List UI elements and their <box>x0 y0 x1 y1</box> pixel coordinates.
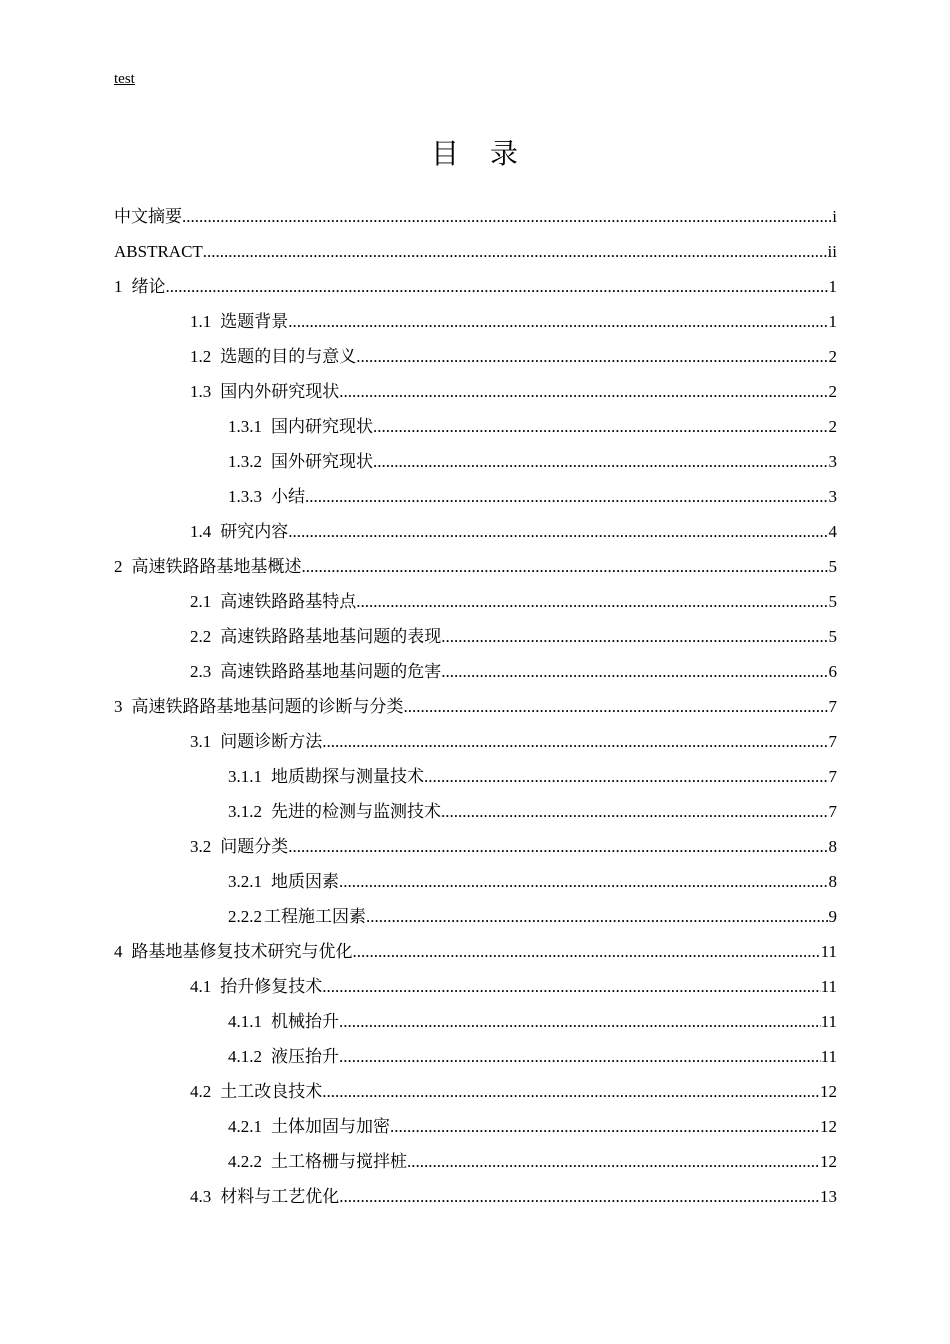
toc-entry-title: 选题的目的与意义 <box>220 347 357 366</box>
toc-entry-number: 1.3 <box>190 382 212 401</box>
toc-entry[interactable] <box>114 444 837 479</box>
toc-entry-title: 国内研究现状 <box>271 417 373 436</box>
toc-entry-title: 材料与工艺优化 <box>220 1187 340 1206</box>
toc-entry[interactable] <box>114 1039 837 1074</box>
toc-entry-number: 4.2.1 <box>228 1117 262 1136</box>
toc-dot-leader <box>339 864 829 899</box>
toc-entry-page-number: 2 <box>828 347 837 366</box>
toc-entry[interactable] <box>114 934 837 969</box>
toc-entry-page-number: 7 <box>828 767 837 786</box>
toc-entry-title: 国外研究现状 <box>271 452 373 471</box>
toc-entry-title: 高速铁路路基地基问题的表现 <box>220 627 442 646</box>
toc-entry-page-number: 11 <box>820 1047 837 1066</box>
toc-entry[interactable] <box>114 829 837 864</box>
toc-entry-label <box>114 549 302 584</box>
toc-entry-number: 1.3.3 <box>228 487 262 506</box>
toc-entry-label <box>228 409 373 444</box>
toc-entry-title: 问题诊断方法 <box>220 732 323 751</box>
toc-entry-label <box>114 934 353 969</box>
toc-entry-title: 高速铁路路基地基概述 <box>131 557 302 576</box>
toc-entry-label <box>190 654 441 689</box>
toc-entry-number: 3.2 <box>190 837 212 856</box>
toc-title <box>0 136 950 172</box>
toc-entry-title: 液压抬升 <box>271 1047 339 1066</box>
toc-dot-leader <box>288 514 828 549</box>
toc-entry-number: 3 <box>114 697 123 716</box>
toc-entry-page-number: ii <box>827 242 837 261</box>
toc-entry-title: 机械抬升 <box>271 1012 339 1031</box>
toc-entry[interactable] <box>114 759 837 794</box>
toc-entry[interactable] <box>114 304 837 339</box>
toc-dot-leader <box>366 899 829 934</box>
toc-entry-label <box>114 234 203 269</box>
toc-entry-page-number: 12 <box>820 1152 837 1171</box>
toc-entry-title: 国内外研究现状 <box>220 382 340 401</box>
toc-entry-label <box>228 1144 407 1179</box>
toc-entry-number: 1.3.2 <box>228 452 262 471</box>
toc-entry-label <box>228 864 339 899</box>
toc-dot-leader <box>390 1109 820 1144</box>
page-header-text: test <box>114 71 135 87</box>
toc-entry-title: 高速铁路路基特点 <box>220 592 357 611</box>
toc-dot-leader <box>302 549 829 584</box>
toc-entry-label <box>190 724 322 759</box>
toc-entry-number: 3.1.1 <box>228 767 262 786</box>
toc-entry[interactable] <box>114 794 837 829</box>
toc-entry-label <box>114 689 404 724</box>
toc-entry-page-number: 8 <box>828 872 837 891</box>
toc-entry[interactable] <box>114 899 837 934</box>
toc-entry-title: 土体加固与加密 <box>271 1117 390 1136</box>
toc-entry-page-number: 5 <box>828 557 837 576</box>
toc-entry-page-number: 3 <box>828 487 837 506</box>
toc-dot-leader <box>305 479 829 514</box>
toc-dot-leader <box>353 934 821 969</box>
toc-entry-title: 中文摘要 <box>114 207 182 226</box>
toc-dot-leader <box>441 654 828 689</box>
toc-entry-label <box>228 1039 339 1074</box>
toc-dot-leader <box>288 304 828 339</box>
toc-dot-leader <box>288 829 828 864</box>
toc-entry-title: 绪论 <box>131 277 166 296</box>
toc-dot-leader <box>407 1144 820 1179</box>
toc-entry-title: 研究内容 <box>220 522 289 541</box>
toc-entry-label <box>190 584 356 619</box>
toc-entry-label <box>228 794 441 829</box>
toc-entry[interactable] <box>114 374 837 409</box>
toc-entry-title: ABSTRACT <box>114 242 203 261</box>
toc-entry-page-number: 3 <box>828 452 837 471</box>
toc-entry-label <box>190 619 441 654</box>
toc-entry-page-number: 7 <box>828 732 837 751</box>
toc-entry-page-number: 1 <box>828 277 837 296</box>
toc-entry-number: 4 <box>114 942 123 961</box>
toc-entry-title: 先进的检测与监测技术 <box>271 802 441 821</box>
toc-dot-leader <box>441 794 829 829</box>
toc-entry[interactable] <box>114 479 837 514</box>
toc-title-char-1: 目 <box>430 137 460 170</box>
toc-entry-title: 路基地基修复技术研究与优化 <box>131 942 353 961</box>
toc-dot-leader <box>441 619 828 654</box>
toc-entry-number: 2.1 <box>190 592 212 611</box>
toc-entry-title: 问题分类 <box>220 837 289 856</box>
toc-entry-title: 抬升修复技术 <box>220 977 323 996</box>
toc-entry-label <box>190 339 356 374</box>
toc-entry-page-number: 2 <box>828 417 837 436</box>
toc-dot-leader <box>322 724 828 759</box>
toc-entry-page-number: 6 <box>828 662 837 681</box>
toc-entry[interactable] <box>114 1004 837 1039</box>
toc-entry-number: 4.3 <box>190 1187 212 1206</box>
toc-entry[interactable] <box>114 864 837 899</box>
toc-entry-number: 2.3 <box>190 662 212 681</box>
toc-dot-leader <box>322 969 820 1004</box>
toc-entry-page-number: 11 <box>820 977 837 996</box>
toc-entry[interactable] <box>114 1179 837 1214</box>
toc-entry-label <box>190 969 322 1004</box>
toc-entry-title: 选题背景 <box>220 312 289 331</box>
toc-entry[interactable] <box>114 619 837 654</box>
toc-entry[interactable] <box>114 409 837 444</box>
toc-dot-leader <box>356 584 828 619</box>
toc-entry-page-number: 11 <box>820 942 837 961</box>
toc-entry-label <box>114 199 182 234</box>
toc-entry-title: 小结 <box>271 487 305 506</box>
toc-entry-label <box>190 1179 339 1214</box>
toc-entry-title: 地质因素 <box>271 872 339 891</box>
toc-entry-number: 1 <box>114 277 123 296</box>
toc-dot-leader <box>182 199 832 234</box>
toc-entry[interactable] <box>114 269 837 304</box>
toc-dot-leader <box>166 269 829 304</box>
toc-dot-leader <box>373 444 829 479</box>
toc-entry-title: 地质勘探与测量技术 <box>271 767 424 786</box>
toc-entry-page-number: 5 <box>828 627 837 646</box>
toc-entry-page-number: 13 <box>820 1187 837 1206</box>
toc-dot-leader <box>356 339 828 374</box>
toc-entry-label <box>190 374 339 409</box>
toc-entry-label <box>228 444 373 479</box>
toc-entry[interactable] <box>114 234 837 269</box>
toc-dot-leader <box>339 374 828 409</box>
toc-entry[interactable] <box>114 724 837 759</box>
toc-dot-leader <box>339 1004 821 1039</box>
toc-entry[interactable] <box>114 199 837 234</box>
toc-entry-page-number: 2 <box>828 382 837 401</box>
toc-entry-title: 土工改良技术 <box>220 1082 323 1101</box>
toc-entry-number: 4.1 <box>190 977 212 996</box>
toc-entry-number: 2.2 <box>190 627 212 646</box>
toc-entry-number: 2 <box>114 557 123 576</box>
toc-entry[interactable] <box>114 969 837 1004</box>
toc-entry-number: 1.2 <box>190 347 212 366</box>
table-of-contents <box>114 199 837 1214</box>
toc-entry[interactable] <box>114 1109 837 1144</box>
toc-entry[interactable] <box>114 339 837 374</box>
toc-entry-number: 3.1.2 <box>228 802 262 821</box>
toc-dot-leader <box>424 759 829 794</box>
toc-entry-page-number: 7 <box>828 802 837 821</box>
toc-dot-leader <box>203 234 828 269</box>
toc-entry[interactable] <box>114 514 837 549</box>
toc-entry-title: 工程施工因素 <box>264 907 366 926</box>
toc-entry-number: 3.2.1 <box>228 872 262 891</box>
toc-entry[interactable] <box>114 654 837 689</box>
toc-entry-label <box>228 479 305 514</box>
toc-title-char-2: 录 <box>490 137 520 170</box>
toc-entry-title: 高速铁路路基地基问题的危害 <box>220 662 442 681</box>
toc-entry[interactable] <box>114 1074 837 1109</box>
toc-dot-leader <box>404 689 829 724</box>
toc-entry-label <box>190 829 288 864</box>
toc-entry-label <box>190 304 288 339</box>
toc-entry-number: 3.1 <box>190 732 212 751</box>
toc-entry-label <box>228 1004 339 1039</box>
toc-entry-label <box>114 269 166 304</box>
toc-entry[interactable] <box>114 689 837 724</box>
toc-entry-title: 土工格栅与搅拌桩 <box>271 1152 407 1171</box>
toc-entry-number: 4.2.2 <box>228 1152 262 1171</box>
toc-entry-page-number: 12 <box>820 1117 837 1136</box>
toc-entry-page-number: 12 <box>820 1082 837 1101</box>
toc-entry[interactable] <box>114 549 837 584</box>
toc-entry-number: 4.1.2 <box>228 1047 262 1066</box>
toc-entry-number: 2.2.2 <box>228 907 262 926</box>
toc-entry-label <box>228 899 366 934</box>
toc-entry-page-number: 4 <box>828 522 837 541</box>
toc-entry-label <box>190 514 288 549</box>
toc-entry-page-number: 8 <box>828 837 837 856</box>
toc-entry-page-number: 1 <box>828 312 837 331</box>
toc-entry-number: 4.1.1 <box>228 1012 262 1031</box>
toc-entry-number: 4.2 <box>190 1082 212 1101</box>
toc-entry[interactable] <box>114 584 837 619</box>
toc-entry-page-number: 7 <box>828 697 837 716</box>
toc-dot-leader <box>322 1074 820 1109</box>
toc-entry[interactable] <box>114 1144 837 1179</box>
toc-entry-page-number: 11 <box>820 1012 837 1031</box>
toc-dot-leader <box>339 1039 821 1074</box>
toc-entry-number: 1.4 <box>190 522 212 541</box>
toc-entry-page-number: 9 <box>828 907 837 926</box>
toc-dot-leader <box>339 1179 820 1214</box>
toc-entry-title: 高速铁路路基地基问题的诊断与分类 <box>131 697 404 716</box>
toc-entry-page-number: 5 <box>828 592 837 611</box>
toc-entry-label <box>228 1109 390 1144</box>
toc-entry-number: 1.1 <box>190 312 212 331</box>
toc-entry-number: 1.3.1 <box>228 417 262 436</box>
toc-entry-page-number: i <box>832 207 837 226</box>
toc-entry-label <box>190 1074 322 1109</box>
toc-dot-leader <box>373 409 829 444</box>
toc-entry-label <box>228 759 424 794</box>
